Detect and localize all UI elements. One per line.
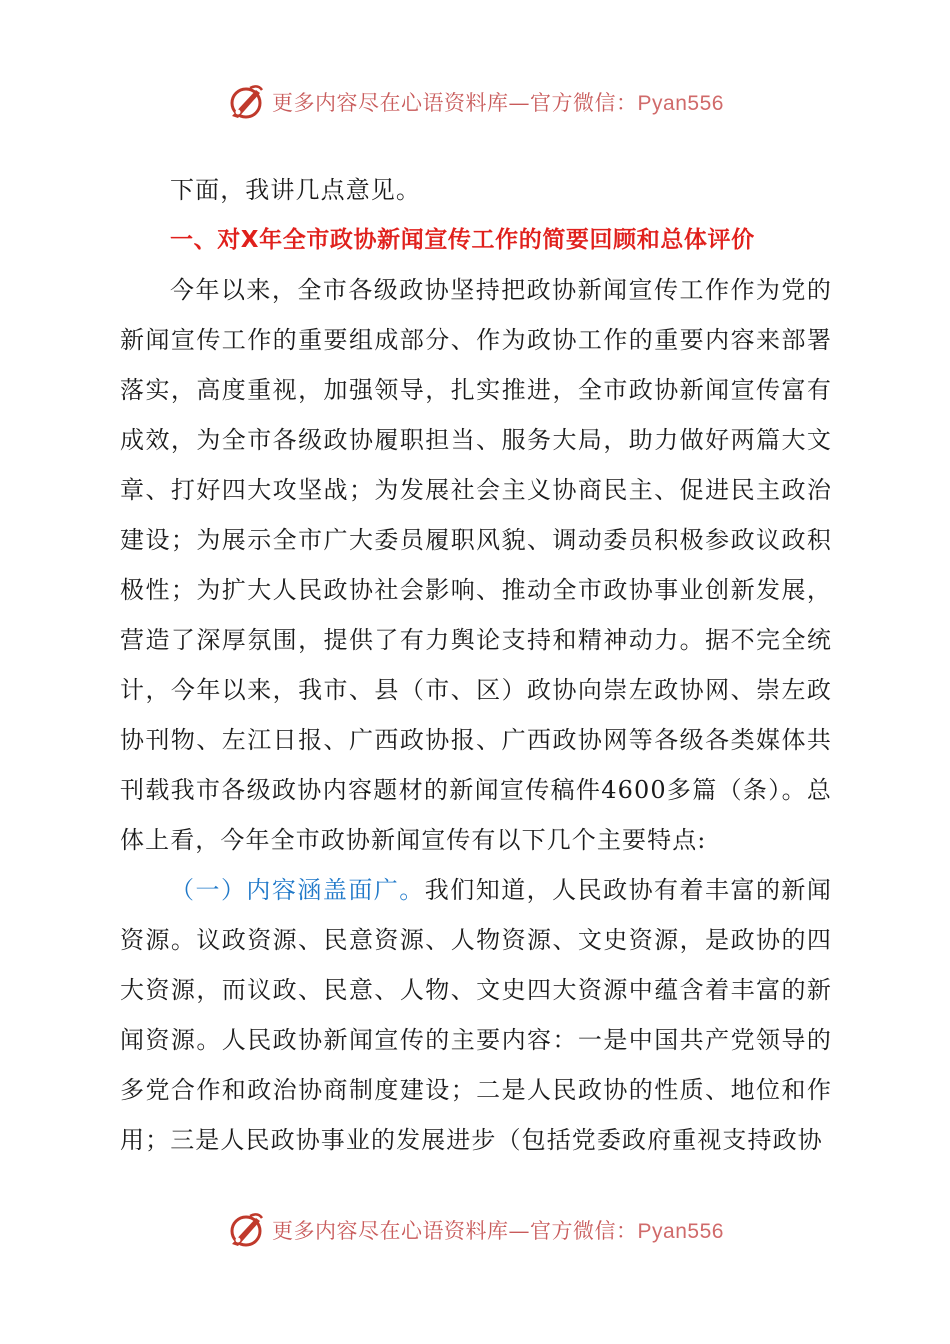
pen-logo-icon — [226, 82, 266, 122]
wechat-id: Pyan556 — [637, 92, 724, 115]
subsection-label: （一）内容涵盖面广。 — [170, 876, 425, 904]
subsection-paragraph — [120, 865, 832, 1165]
subsection-text: 我们知道，人民政协有着丰富的新闻资源。议政资源、民意资源、人物资源、文史资源，是政协的四大资源，而议政、民意、人物、文史四大资源中蕴含着丰富的新闻资源。人民政协新闻宣传的主要内容：一是中国共产党领导的多党合作和政治协商制度建设；二是人民政协的性质、地位和作用；三是人民政协事业的发展进步（包括党委政府重视支持政协 — [120, 876, 832, 1154]
header-banner — [0, 80, 950, 124]
footer-banner-text: 更多内容尽在心语资料库—官方微信：Pyan556 — [272, 1219, 724, 1243]
wechat-id: Pyan556 — [637, 1220, 724, 1243]
header-banner-text: 更多内容尽在心语资料库—官方微信：Pyan556 — [272, 91, 724, 115]
footer-banner — [0, 1208, 950, 1252]
document-body — [120, 165, 832, 1165]
intro-paragraph: 下面，我讲几点意见。 — [170, 176, 421, 204]
body-paragraph: 今年以来，全市各级政协坚持把政协新闻宣传工作作为党的新闻宣传工作的重要组成部分、作为政协工作的重要内容来部署落实，高度重视，加强领导，扎实推进，全市政协新闻宣传富有成效，为全市各级政协履职担当、服务大局，助力做好两篇大文章、打好四大攻坚战；为发展社会主义协商民主、促进民主政治建设；为展示全市广大委员履职风貌、调动委员积极参政议政积极性；为扩大人民政协社会影响、推动全市政协事业创新发展，营造了深厚氛围，提供了有力舆论支持和精神动力。据不完全统计，今年以来，我市、县（市、区）政协向崇左政协网、崇左政协刊物、左江日报、广西政协报、广西政协网等各级各类媒体共刊载我市各级政协内容题材的新闻宣传稿件4600多篇（条）。总体上看，今年全市政协新闻宣传有以下几个主要特点: — [120, 276, 832, 854]
section-heading: 一、对X年全市政协新闻宣传工作的简要回顾和总体评价 — [170, 227, 755, 253]
pen-logo-icon — [226, 1210, 266, 1250]
